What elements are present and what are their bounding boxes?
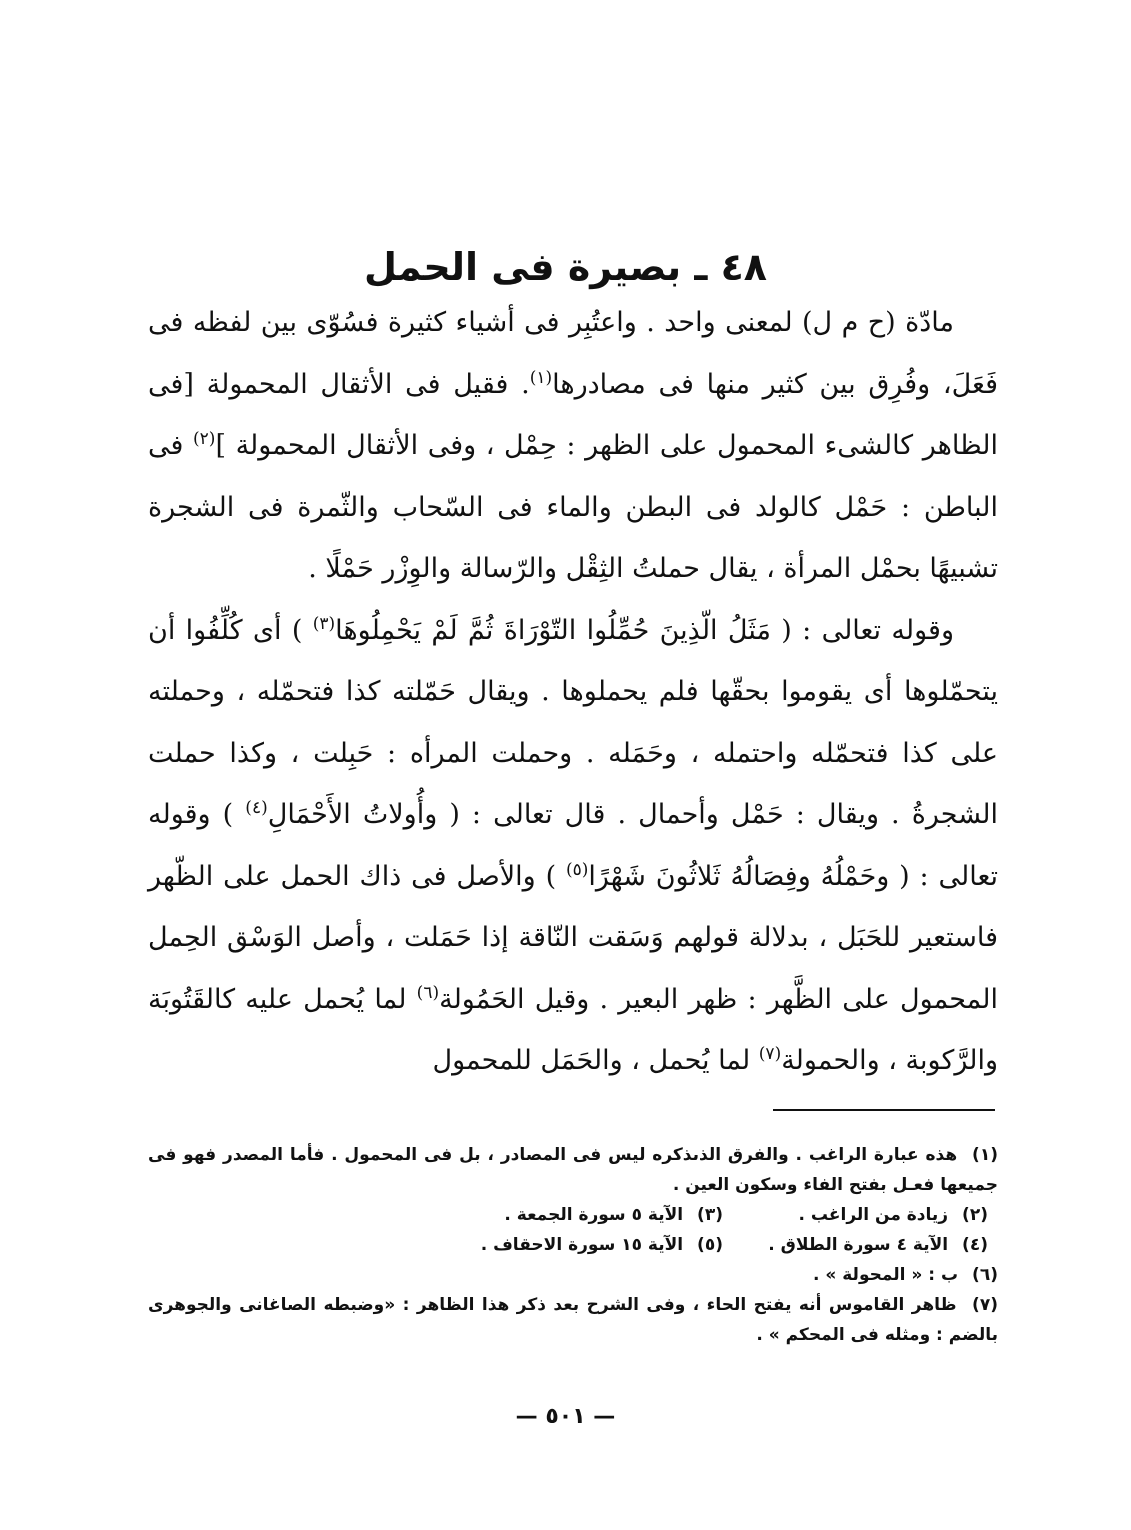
footnote-ref-7: (٧) bbox=[758, 1044, 782, 1064]
footnotes bbox=[148, 1140, 998, 1350]
footnote-number: (١) bbox=[972, 1145, 998, 1165]
footnote-text: زيادة من الراغب . bbox=[798, 1205, 949, 1225]
footnote-number: (٤) bbox=[962, 1235, 988, 1255]
footnote-divider bbox=[773, 1109, 995, 1111]
footnote-2 bbox=[723, 1200, 988, 1230]
footnote-number: (٢) bbox=[962, 1205, 988, 1225]
footnote-ref-2: (٢) bbox=[193, 429, 216, 449]
paragraph-1 bbox=[148, 292, 998, 600]
text-run: لما يُحمل ، والحَمَل للمحمول bbox=[432, 1045, 759, 1076]
text-run: فى الباطن : حَمْل كالولد فى البطن والماء فى السّحاب والثّمرة فى الشجرة تشبيهًا بحمْل المرأة ، يقال حملتُ الثِقْل والرّسالة والوِزْر حَمْلًا . bbox=[148, 430, 998, 584]
footnote-ref-6: (٦) bbox=[416, 982, 440, 1003]
text-run: ) والأصل فى ذاك الحمل على الظّهر فاستعير للحَبَل ، بدلالة قولهم وَسَقت النّاقة إذا حَمَلت ، وأصل الوَسْق الحِمل المحمول على الظَّهر : ظهر البعير . وقيل الحَمُولة bbox=[148, 860, 998, 1015]
footnote-ref-5: (٥) bbox=[565, 859, 589, 880]
footnote-4 bbox=[723, 1230, 988, 1260]
footnote-ref-4: (٤) bbox=[245, 798, 268, 818]
footnote-ref-3: (٣) bbox=[312, 613, 336, 634]
footnote-text: الآية ٥ سورة الجمعة . bbox=[504, 1205, 684, 1225]
text-run: . فقيل فى الأثقال المحمولة [فى الظاهر كالشىء المحمول على الظهر : حِمْل ، وفى الأثقال المحمولة ] bbox=[148, 368, 998, 461]
footnote-number: (٦) bbox=[972, 1265, 998, 1285]
text-run: مادّة (ح م ل) لمعنى واحد . واعتُبِر فى أشياء كثيرة فسُوّى بين لفظه فى فَعَلَ، وفُرِق بين كثير منها فى مصادرها bbox=[148, 307, 998, 400]
footnote-number: (٣) bbox=[697, 1205, 723, 1225]
footnote-3 bbox=[383, 1200, 723, 1230]
footnote-text: ظاهر القاموس أنه يفتح الحاء ، وفى الشرح بعد ذكر هذا الظاهر : «وضبطه الصاغانى والجوهرى بالضم : ومثله فى المحكم » . bbox=[148, 1295, 998, 1345]
text-run: لما يُحمل عليه كالقَتُوبَة والرَّكوبة ، والحمولة bbox=[148, 983, 998, 1076]
footnote-number: (٧) bbox=[972, 1295, 998, 1315]
paragraph-2 bbox=[148, 600, 998, 1092]
footnote-ref-1: (١) bbox=[529, 367, 553, 388]
footnote-text: هذه عبارة الراغب . والفرق الذىذكره ليس فى المصادر ، بل فى المحمول . فأما المصدر فهو فى جميعها فعـل بفتح الفاء وسكون العين . bbox=[148, 1145, 998, 1195]
footnote-text: الآية ٤ سورة الطلاق . bbox=[768, 1235, 949, 1255]
text-run: ) أى كُلِّفُوا أن يتحمّلوها أى يقوموا بحقّها فلم يحملوها . ويقال حَمّلته كذا فتحمّله ، وحملته على كذا فتحمّله واحتمله ، وحَمَله . وحملت المرأه : حَبِلت ، وكذا حملت الشجرةُ . ويقال : حَمْل وأحمال . قال تعالى : ( وأُولاتُ الأَحْمَالِ bbox=[148, 614, 999, 830]
footnote-text: الآية ١٥ سورة الاحقاف . bbox=[480, 1235, 684, 1255]
footnote-1 bbox=[148, 1140, 998, 1200]
main-text bbox=[148, 292, 998, 1092]
footnote-row bbox=[148, 1230, 998, 1260]
footnote-text: ب : « المحولة » . bbox=[812, 1265, 959, 1285]
text-run: وقوله تعالى : ( مَثَلُ الّذِينَ حُمِّلُوا التّوْرَاةَ ثُمَّ لَمْ يَحْمِلُوهَا bbox=[335, 614, 955, 646]
page-number: — ٥٠١ — bbox=[515, 1404, 616, 1429]
footnote-6 bbox=[148, 1260, 998, 1290]
footnote-number: (٥) bbox=[697, 1235, 723, 1255]
footnote-row bbox=[148, 1200, 998, 1230]
text-run: ) وقوله تعالى : ( وحَمْلُهُ وفِصَالُهُ ثَلاثُونَ شَهْرًا bbox=[148, 799, 999, 892]
footnote-7 bbox=[148, 1290, 998, 1350]
footnote-5 bbox=[383, 1230, 723, 1260]
chapter-heading: ٤٨ ـ بصيرة فى الحمل bbox=[364, 245, 767, 290]
